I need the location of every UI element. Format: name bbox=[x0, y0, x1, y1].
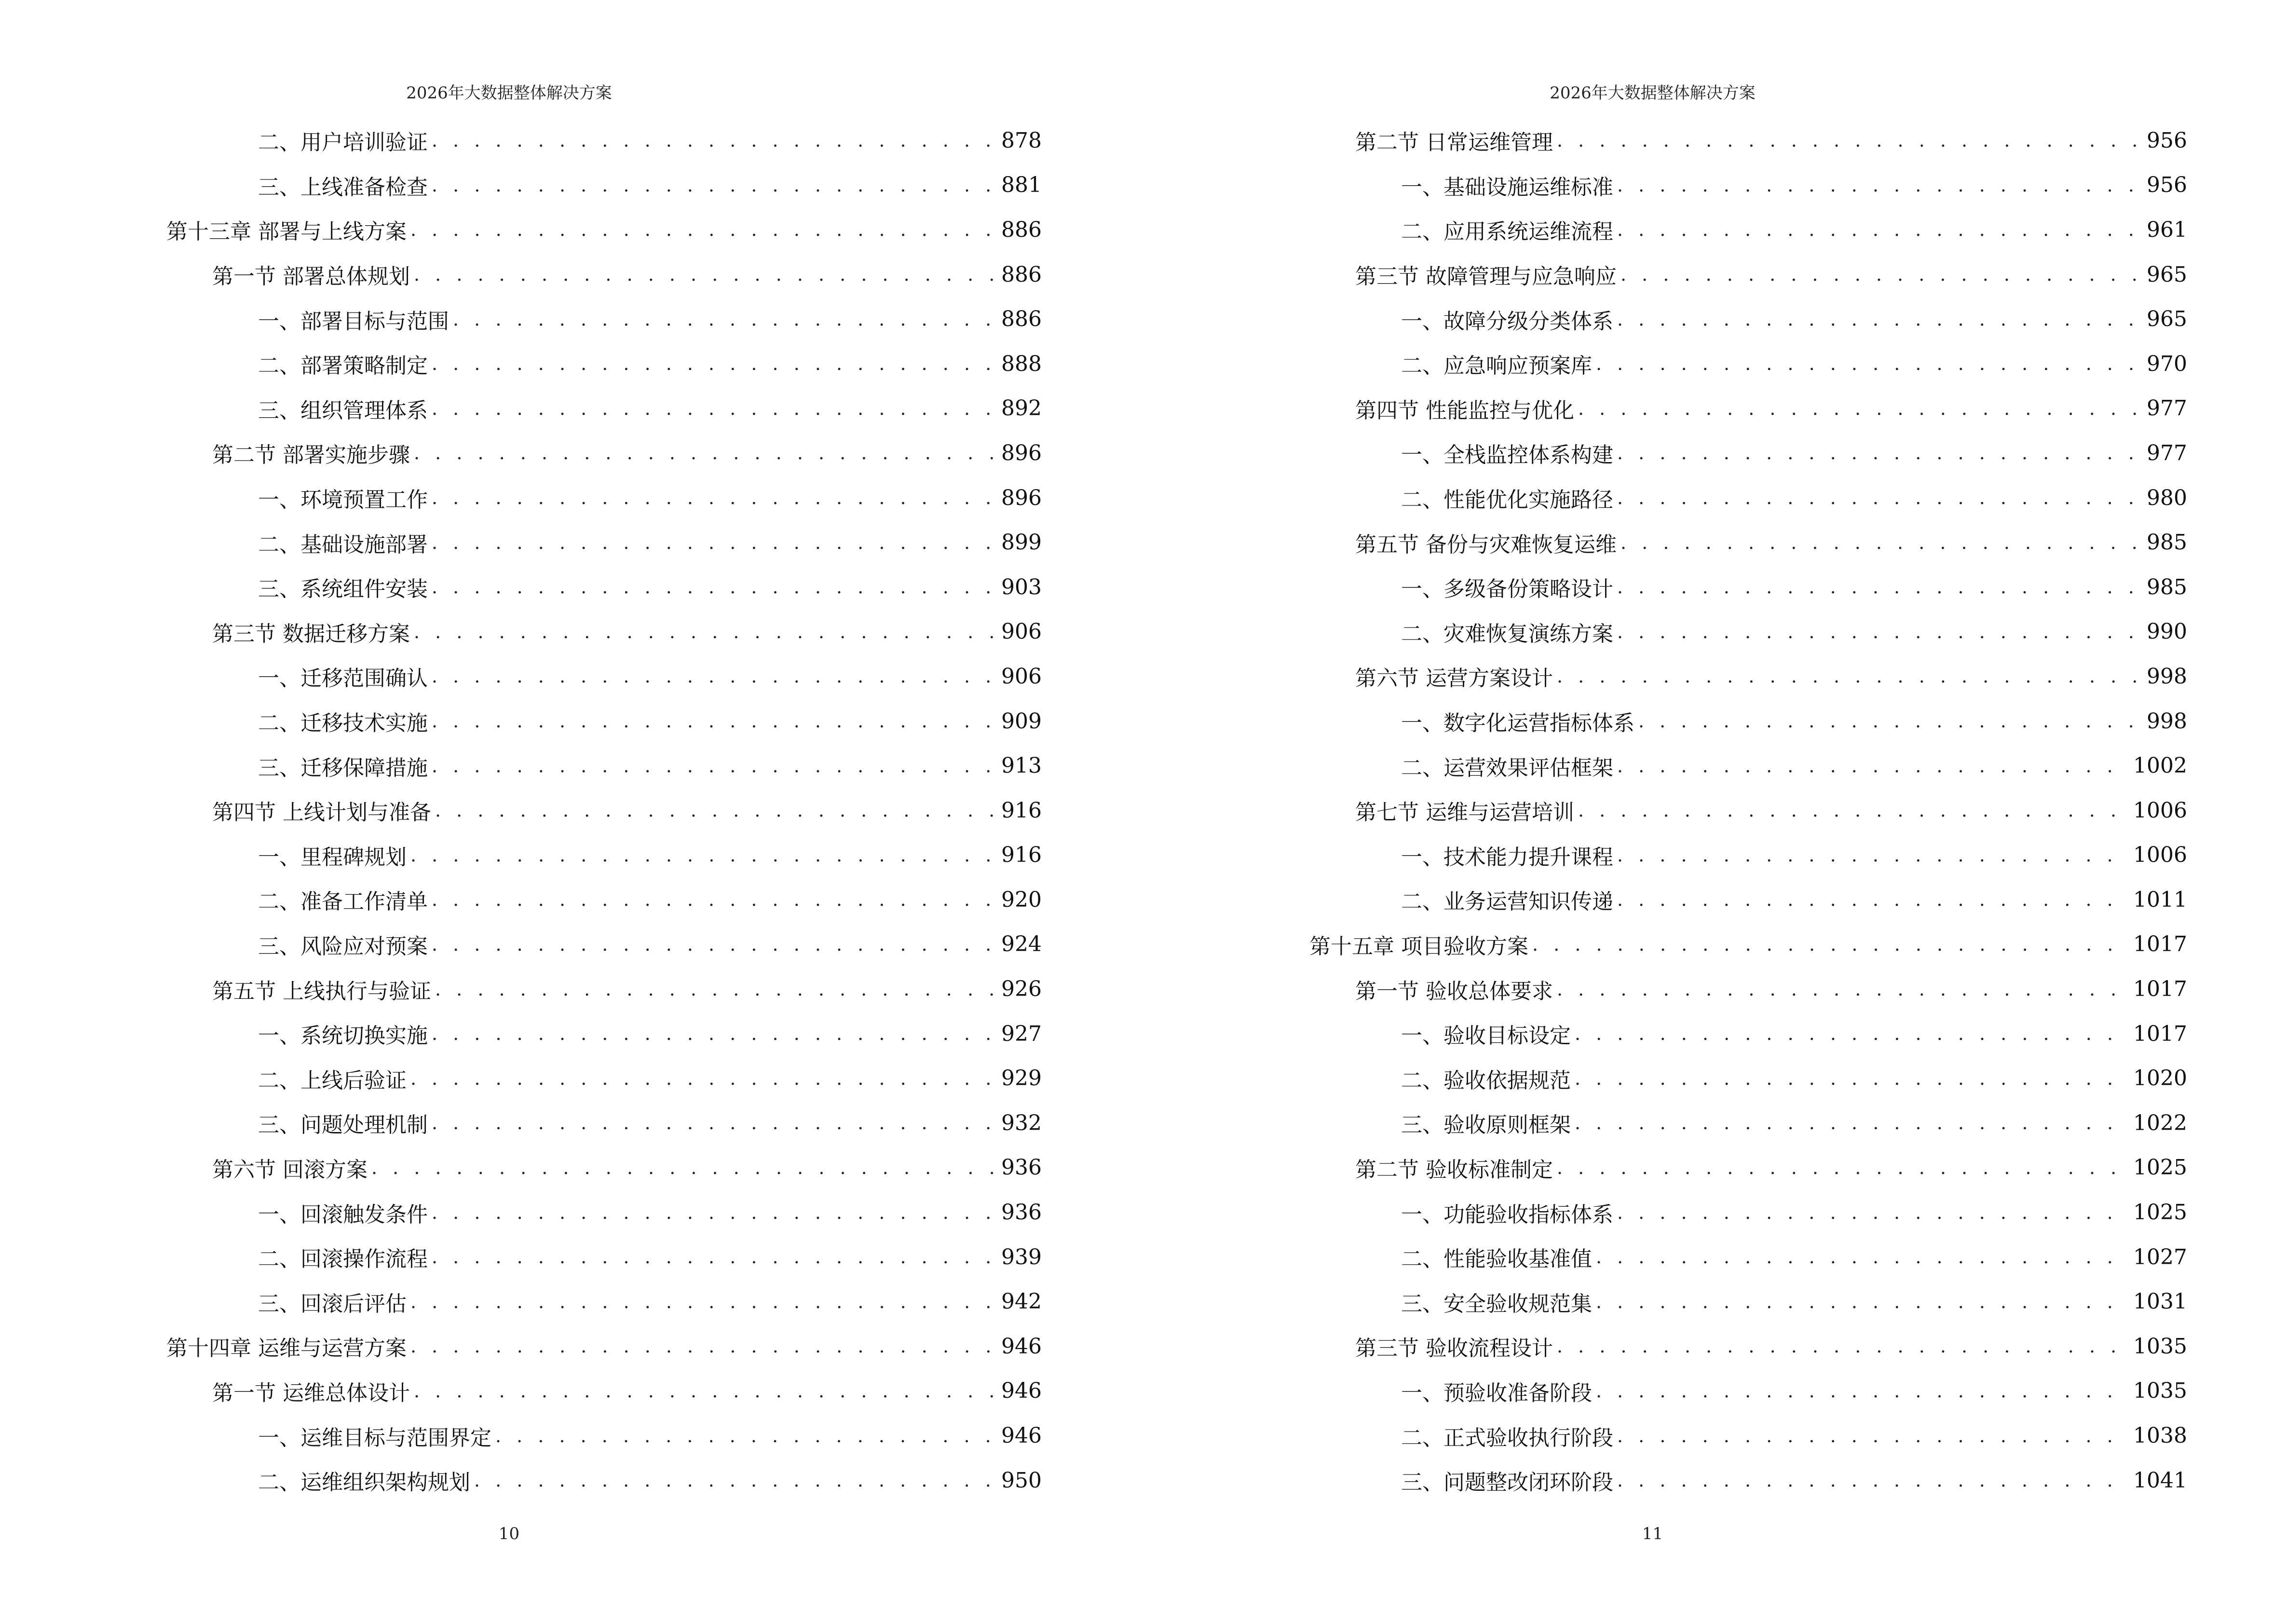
toc-subsection-entry[interactable] bbox=[1309, 699, 2187, 744]
toc-list bbox=[166, 118, 1042, 1502]
toc-entry-title: 三、问题整改闭环阶段 bbox=[1401, 1470, 1613, 1495]
dot-leader bbox=[1557, 666, 2141, 687]
toc-entry-title: 一、技术能力提升课程 bbox=[1401, 845, 1613, 870]
toc-entry-page: 1025 bbox=[2133, 1155, 2187, 1180]
toc-entry-title: 二、上线后验证 bbox=[258, 1068, 407, 1093]
toc-entry-page: 906 bbox=[1001, 619, 1042, 644]
toc-entry-title: 一、基础设施运维标准 bbox=[1401, 175, 1613, 200]
dot-leader bbox=[1557, 130, 2141, 151]
toc-section-entry[interactable] bbox=[166, 610, 1042, 655]
toc-entry-page: 946 bbox=[1001, 1334, 1042, 1359]
toc-entry-page: 977 bbox=[2147, 396, 2187, 421]
dot-leader bbox=[1575, 1023, 2127, 1044]
toc-subsection-entry[interactable] bbox=[1309, 476, 2187, 520]
dot-leader bbox=[1617, 755, 2127, 777]
toc-entry-title: 二、业务运营知识传递 bbox=[1401, 889, 1613, 914]
toc-subsection-entry[interactable] bbox=[1309, 833, 2187, 878]
toc-subsection-entry[interactable] bbox=[1309, 877, 2187, 922]
toc-section-entry[interactable] bbox=[1309, 654, 2187, 699]
toc-entry-page: 1017 bbox=[2133, 1021, 2187, 1046]
toc-entry-title: 第二节 验收标准制定 bbox=[1355, 1157, 1553, 1182]
toc-entry-page: 1020 bbox=[2133, 1066, 2187, 1091]
toc-entry-page: 970 bbox=[2147, 351, 2187, 376]
toc-entry-title: 三、迁移保障措施 bbox=[258, 755, 428, 780]
toc-entry-title: 第三节 故障管理与应急响应 bbox=[1355, 264, 1617, 289]
toc-entry-page: 965 bbox=[2147, 262, 2187, 287]
toc-entry-page: 985 bbox=[2147, 530, 2187, 555]
toc-entry-title: 一、预验收准备阶段 bbox=[1401, 1380, 1592, 1406]
toc-entry-title: 第十三章 部署与上线方案 bbox=[166, 219, 407, 245]
dot-leader bbox=[1596, 1246, 2127, 1268]
toc-entry-page: 927 bbox=[1001, 1021, 1042, 1046]
toc-entry-title: 三、风险应对预案 bbox=[258, 934, 428, 959]
toc-entry-page: 886 bbox=[1001, 307, 1042, 332]
toc-entry-page: 892 bbox=[1001, 396, 1042, 421]
toc-entry-page: 886 bbox=[1001, 217, 1042, 242]
toc-subsection-entry[interactable] bbox=[1309, 1011, 2187, 1056]
toc-subsection-entry[interactable] bbox=[166, 386, 1042, 431]
toc-entry-page: 929 bbox=[1001, 1066, 1042, 1091]
toc-subsection-entry[interactable] bbox=[1309, 565, 2187, 610]
toc-subsection-entry[interactable] bbox=[166, 699, 1042, 744]
toc-entry-page: 903 bbox=[1001, 574, 1042, 600]
dot-leader bbox=[1596, 353, 2141, 374]
dot-leader bbox=[1557, 1157, 2127, 1178]
toc-entry-title: 二、用户培训验证 bbox=[258, 130, 428, 155]
toc-entry-title: 第一节 运维总体设计 bbox=[212, 1380, 410, 1406]
toc-entry-title: 二、应急响应预案库 bbox=[1401, 354, 1592, 379]
toc-subsection-entry[interactable] bbox=[166, 877, 1042, 922]
dot-leader bbox=[1620, 532, 2141, 553]
toc-entry-title: 二、基础设施部署 bbox=[258, 532, 428, 557]
dot-leader bbox=[1596, 1380, 2127, 1402]
dot-leader bbox=[1578, 800, 2127, 821]
toc-subsection-entry[interactable] bbox=[166, 833, 1042, 878]
toc-entry-title: 第四节 上线计划与准备 bbox=[212, 800, 431, 825]
toc-entry-page: 1031 bbox=[2133, 1289, 2187, 1314]
toc-entry-title: 三、问题处理机制 bbox=[258, 1113, 428, 1138]
toc-entry-page: 1006 bbox=[2133, 843, 2187, 868]
toc-subsection-entry[interactable] bbox=[166, 922, 1042, 967]
toc-entry-page: 1011 bbox=[2133, 887, 2187, 912]
toc-subsection-entry[interactable] bbox=[1309, 1235, 2187, 1280]
toc-entry-title: 三、验收原则框架 bbox=[1401, 1113, 1571, 1138]
dot-leader bbox=[432, 532, 995, 553]
toc-entry-page: 977 bbox=[2147, 440, 2187, 465]
dot-leader bbox=[414, 264, 995, 285]
toc-section-entry[interactable] bbox=[166, 1369, 1042, 1414]
toc-entry-page: 1041 bbox=[2133, 1468, 2187, 1493]
toc-subsection-entry[interactable] bbox=[166, 1413, 1042, 1458]
dot-leader bbox=[1617, 442, 2141, 464]
toc-entry-page: 920 bbox=[1001, 887, 1042, 912]
page-header: 2026年大数据整体解决方案 bbox=[1550, 83, 1756, 103]
toc-subsection-entry[interactable] bbox=[1309, 431, 2187, 476]
toc-subsection-entry[interactable] bbox=[1309, 743, 2187, 788]
dot-leader bbox=[1557, 979, 2127, 1000]
toc-entry-page: 881 bbox=[1001, 173, 1042, 198]
toc-entry-page: 888 bbox=[1001, 351, 1042, 376]
dot-leader bbox=[1638, 710, 2141, 732]
dot-leader bbox=[432, 487, 995, 508]
toc-subsection-entry[interactable] bbox=[1309, 341, 2187, 386]
toc-section-entry[interactable] bbox=[1309, 1324, 2187, 1369]
dot-leader bbox=[474, 1470, 995, 1491]
toc-entry-title: 第五节 上线执行与验证 bbox=[212, 979, 431, 1004]
toc-subsection-entry[interactable] bbox=[1309, 1458, 2187, 1503]
toc-entry-page: 956 bbox=[2147, 128, 2187, 153]
toc-entry-title: 二、运维组织架构规划 bbox=[258, 1470, 470, 1495]
dot-leader bbox=[432, 934, 995, 955]
toc-entry-title: 一、数字化运营指标体系 bbox=[1401, 711, 1634, 736]
toc-subsection-entry[interactable] bbox=[166, 565, 1042, 610]
toc-subsection-entry[interactable] bbox=[1309, 1056, 2187, 1101]
toc-entry-title: 第十四章 运维与运营方案 bbox=[166, 1336, 407, 1361]
toc-entry-title: 第五节 备份与灾难恢复运维 bbox=[1355, 532, 1617, 557]
dot-leader bbox=[1557, 1336, 2127, 1357]
toc-entry-title: 第七节 运维与运营培训 bbox=[1355, 800, 1574, 825]
toc-subsection-entry[interactable] bbox=[166, 520, 1042, 565]
toc-entry-page: 950 bbox=[1001, 1468, 1042, 1493]
dot-leader bbox=[432, 1202, 995, 1223]
toc-entry-title: 一、迁移范围确认 bbox=[258, 666, 428, 691]
dot-leader bbox=[453, 309, 995, 330]
toc-entry-page: 878 bbox=[1001, 128, 1042, 153]
toc-section-entry[interactable] bbox=[1309, 1146, 2187, 1190]
toc-chapter-entry[interactable] bbox=[1309, 922, 2187, 967]
dot-leader bbox=[1617, 576, 2141, 598]
page-number: 11 bbox=[1642, 1524, 1663, 1543]
dot-leader bbox=[432, 710, 995, 732]
toc-entry-title: 二、运营效果评估框架 bbox=[1401, 755, 1613, 780]
dot-leader bbox=[1617, 487, 2141, 508]
dot-leader bbox=[432, 1112, 995, 1133]
dot-leader bbox=[1620, 264, 2141, 285]
dot-leader bbox=[435, 979, 995, 1000]
toc-entry-page: 1022 bbox=[2133, 1110, 2187, 1135]
toc-subsection-entry[interactable] bbox=[166, 163, 1042, 208]
dot-leader bbox=[414, 621, 995, 642]
toc-subsection-entry[interactable] bbox=[166, 1279, 1042, 1324]
toc-section-entry[interactable] bbox=[166, 967, 1042, 1011]
dot-leader bbox=[432, 175, 995, 196]
toc-entry-title: 三、安全验收规范集 bbox=[1401, 1291, 1592, 1316]
toc-subsection-entry[interactable] bbox=[1309, 1101, 2187, 1146]
toc-subsection-entry[interactable] bbox=[1309, 610, 2187, 655]
toc-entry-page: 1038 bbox=[2133, 1423, 2187, 1448]
dot-leader bbox=[432, 889, 995, 910]
dot-leader bbox=[435, 800, 995, 821]
toc-entry-page: 1017 bbox=[2133, 932, 2187, 957]
toc-list bbox=[1309, 118, 2187, 1502]
toc-entry-page: 1035 bbox=[2133, 1334, 2187, 1359]
dot-leader bbox=[414, 442, 995, 464]
toc-entry-title: 二、部署策略制定 bbox=[258, 354, 428, 379]
toc-entry-page: 1017 bbox=[2133, 977, 2187, 1002]
dot-leader bbox=[1617, 845, 2127, 866]
toc-entry-page: 906 bbox=[1001, 664, 1042, 689]
dot-leader bbox=[432, 1023, 995, 1044]
toc-section-entry[interactable] bbox=[1309, 788, 2187, 833]
toc-entry-title: 二、正式验收执行阶段 bbox=[1401, 1425, 1613, 1450]
toc-entry-title: 第二节 部署实施步骤 bbox=[212, 443, 410, 468]
dot-leader bbox=[1532, 934, 2127, 955]
toc-entry-title: 三、上线准备检查 bbox=[258, 175, 428, 200]
dot-leader bbox=[432, 1246, 995, 1268]
toc-section-entry[interactable] bbox=[1309, 520, 2187, 565]
toc-entry-page: 946 bbox=[1001, 1378, 1042, 1404]
dot-leader bbox=[410, 1068, 995, 1089]
dot-leader bbox=[410, 1336, 995, 1357]
toc-entry-title: 二、性能优化实施路径 bbox=[1401, 488, 1613, 513]
toc-entry-page: 886 bbox=[1001, 262, 1042, 287]
toc-section-entry[interactable] bbox=[1309, 118, 2187, 163]
toc-entry-page: 998 bbox=[2147, 664, 2187, 689]
toc-entry-page: 1025 bbox=[2133, 1200, 2187, 1225]
toc-subsection-entry[interactable] bbox=[166, 1056, 1042, 1101]
toc-entry-page: 924 bbox=[1001, 932, 1042, 957]
toc-entry-title: 一、系统切换实施 bbox=[258, 1024, 428, 1049]
toc-entry-title: 一、多级备份策略设计 bbox=[1401, 577, 1613, 602]
toc-entry-title: 第二节 日常运维管理 bbox=[1355, 130, 1553, 155]
dot-leader bbox=[1617, 621, 2141, 642]
toc-entry-title: 一、故障分级分类体系 bbox=[1401, 309, 1613, 334]
dot-leader bbox=[1617, 219, 2141, 240]
toc-subsection-entry[interactable] bbox=[1309, 297, 2187, 341]
toc-entry-page: 916 bbox=[1001, 798, 1042, 823]
toc-entry-title: 三、回滚后评估 bbox=[258, 1291, 407, 1316]
dot-leader bbox=[1617, 175, 2141, 196]
toc-subsection-entry[interactable] bbox=[1309, 207, 2187, 252]
toc-entry-title: 第一节 部署总体规划 bbox=[212, 264, 410, 289]
toc-entry-title: 一、验收目标设定 bbox=[1401, 1024, 1571, 1049]
toc-subsection-entry[interactable] bbox=[1309, 1279, 2187, 1324]
toc-section-entry[interactable] bbox=[166, 252, 1042, 297]
toc-entry-page: 936 bbox=[1001, 1200, 1042, 1225]
toc-subsection-entry[interactable] bbox=[166, 297, 1042, 341]
toc-subsection-entry[interactable] bbox=[166, 1458, 1042, 1503]
toc-entry-page: 1006 bbox=[2133, 798, 2187, 823]
toc-entry-page: 965 bbox=[2147, 307, 2187, 332]
toc-entry-page: 913 bbox=[1001, 753, 1042, 778]
toc-entry-title: 第六节 运营方案设计 bbox=[1355, 666, 1553, 691]
toc-subsection-entry[interactable] bbox=[1309, 1413, 2187, 1458]
toc-chapter-entry[interactable] bbox=[166, 207, 1042, 252]
dot-leader bbox=[410, 845, 995, 866]
toc-entry-title: 一、功能验收指标体系 bbox=[1401, 1202, 1613, 1227]
toc-subsection-entry[interactable] bbox=[1309, 1190, 2187, 1235]
toc-entry-page: 926 bbox=[1001, 977, 1042, 1002]
toc-entry-title: 一、全栈监控体系构建 bbox=[1401, 443, 1613, 468]
toc-entry-page: 942 bbox=[1001, 1289, 1042, 1314]
toc-entry-page: 990 bbox=[2147, 619, 2187, 644]
toc-entry-page: 916 bbox=[1001, 843, 1042, 868]
toc-entry-page: 980 bbox=[2147, 485, 2187, 510]
toc-section-entry[interactable] bbox=[166, 788, 1042, 833]
toc-entry-page: 956 bbox=[2147, 173, 2187, 198]
dot-leader bbox=[1596, 1291, 2127, 1312]
dot-leader bbox=[432, 130, 995, 151]
toc-entry-title: 三、系统组件安装 bbox=[258, 577, 428, 602]
toc-chapter-entry[interactable] bbox=[166, 1324, 1042, 1369]
toc-entry-title: 二、准备工作清单 bbox=[258, 889, 428, 914]
toc-entry-title: 一、部署目标与范围 bbox=[258, 309, 449, 334]
dot-leader bbox=[432, 398, 995, 419]
toc-section-entry[interactable] bbox=[1309, 386, 2187, 431]
toc-entry-title: 第三节 数据迁移方案 bbox=[212, 621, 410, 646]
toc-entry-title: 二、验收依据规范 bbox=[1401, 1068, 1571, 1093]
dot-leader bbox=[371, 1157, 995, 1178]
toc-entry-title: 二、性能验收基准值 bbox=[1401, 1247, 1592, 1272]
toc-entry-page: 899 bbox=[1001, 530, 1042, 555]
dot-leader bbox=[1617, 889, 2127, 910]
dot-leader bbox=[1575, 1068, 2127, 1089]
toc-entry-page: 985 bbox=[2147, 574, 2187, 600]
dot-leader bbox=[432, 755, 995, 777]
toc-subsection-entry[interactable] bbox=[166, 476, 1042, 520]
toc-subsection-entry[interactable] bbox=[166, 654, 1042, 699]
toc-entry-title: 一、回滚触发条件 bbox=[258, 1202, 428, 1227]
toc-subsection-entry[interactable] bbox=[1309, 1369, 2187, 1414]
dot-leader bbox=[432, 666, 995, 687]
dot-leader bbox=[1617, 1425, 2127, 1447]
toc-subsection-entry[interactable] bbox=[166, 1011, 1042, 1056]
toc-entry-page: 961 bbox=[2147, 217, 2187, 242]
page-header: 2026年大数据整体解决方案 bbox=[406, 83, 612, 103]
toc-entry-page: 896 bbox=[1001, 485, 1042, 510]
dot-leader bbox=[414, 1380, 995, 1402]
toc-entry-title: 第四节 性能监控与优化 bbox=[1355, 398, 1574, 423]
dot-leader bbox=[495, 1425, 995, 1447]
toc-section-entry[interactable] bbox=[166, 1146, 1042, 1190]
dot-leader bbox=[1617, 309, 2141, 330]
toc-entry-page: 909 bbox=[1001, 709, 1042, 734]
toc-entry-page: 1035 bbox=[2133, 1378, 2187, 1404]
toc-subsection-entry[interactable] bbox=[166, 1101, 1042, 1146]
toc-entry-page: 1027 bbox=[2133, 1244, 2187, 1269]
toc-entry-page: 998 bbox=[2147, 709, 2187, 734]
toc-entry-page: 896 bbox=[1001, 440, 1042, 465]
toc-entry-title: 二、灾难恢复演练方案 bbox=[1401, 621, 1613, 646]
toc-entry-title: 第六节 回滚方案 bbox=[212, 1157, 368, 1182]
toc-entry-page: 932 bbox=[1001, 1110, 1042, 1135]
right-page bbox=[1144, 0, 2287, 1624]
toc-entry-title: 二、迁移技术实施 bbox=[258, 711, 428, 736]
toc-entry-title: 一、环境预置工作 bbox=[258, 488, 428, 513]
toc-subsection-entry[interactable] bbox=[166, 743, 1042, 788]
toc-entry-title: 三、组织管理体系 bbox=[258, 398, 428, 423]
dot-leader bbox=[1575, 1112, 2127, 1133]
toc-section-entry[interactable] bbox=[166, 431, 1042, 476]
toc-entry-title: 二、回滚操作流程 bbox=[258, 1247, 428, 1272]
toc-entry-title: 二、应用系统运维流程 bbox=[1401, 219, 1613, 245]
toc-section-entry[interactable] bbox=[1309, 967, 2187, 1011]
toc-entry-title: 第一节 验收总体要求 bbox=[1355, 979, 1553, 1004]
toc-entry-title: 第三节 验收流程设计 bbox=[1355, 1336, 1553, 1361]
toc-subsection-entry[interactable] bbox=[166, 1190, 1042, 1235]
dot-leader bbox=[410, 219, 995, 240]
toc-entry-title: 一、运维目标与范围界定 bbox=[258, 1425, 491, 1450]
toc-subsection-entry[interactable] bbox=[1309, 163, 2187, 208]
dot-leader bbox=[410, 1291, 995, 1312]
toc-entry-page: 1002 bbox=[2133, 753, 2187, 778]
toc-subsection-entry[interactable] bbox=[166, 1235, 1042, 1280]
page-number: 10 bbox=[498, 1524, 520, 1543]
toc-subsection-entry[interactable] bbox=[166, 341, 1042, 386]
toc-subsection-entry[interactable] bbox=[166, 118, 1042, 163]
dot-leader bbox=[1617, 1202, 2127, 1223]
toc-entry-page: 939 bbox=[1001, 1244, 1042, 1269]
dot-leader bbox=[432, 353, 995, 374]
dot-leader bbox=[1578, 398, 2141, 419]
toc-entry-title: 一、里程碑规划 bbox=[258, 845, 407, 870]
toc-entry-title: 第十五章 项目验收方案 bbox=[1309, 934, 1528, 959]
dot-leader bbox=[1617, 1470, 2127, 1491]
toc-section-entry[interactable] bbox=[1309, 252, 2187, 297]
toc-entry-page: 936 bbox=[1001, 1155, 1042, 1180]
toc-entry-page: 946 bbox=[1001, 1423, 1042, 1448]
dot-leader bbox=[432, 576, 995, 598]
